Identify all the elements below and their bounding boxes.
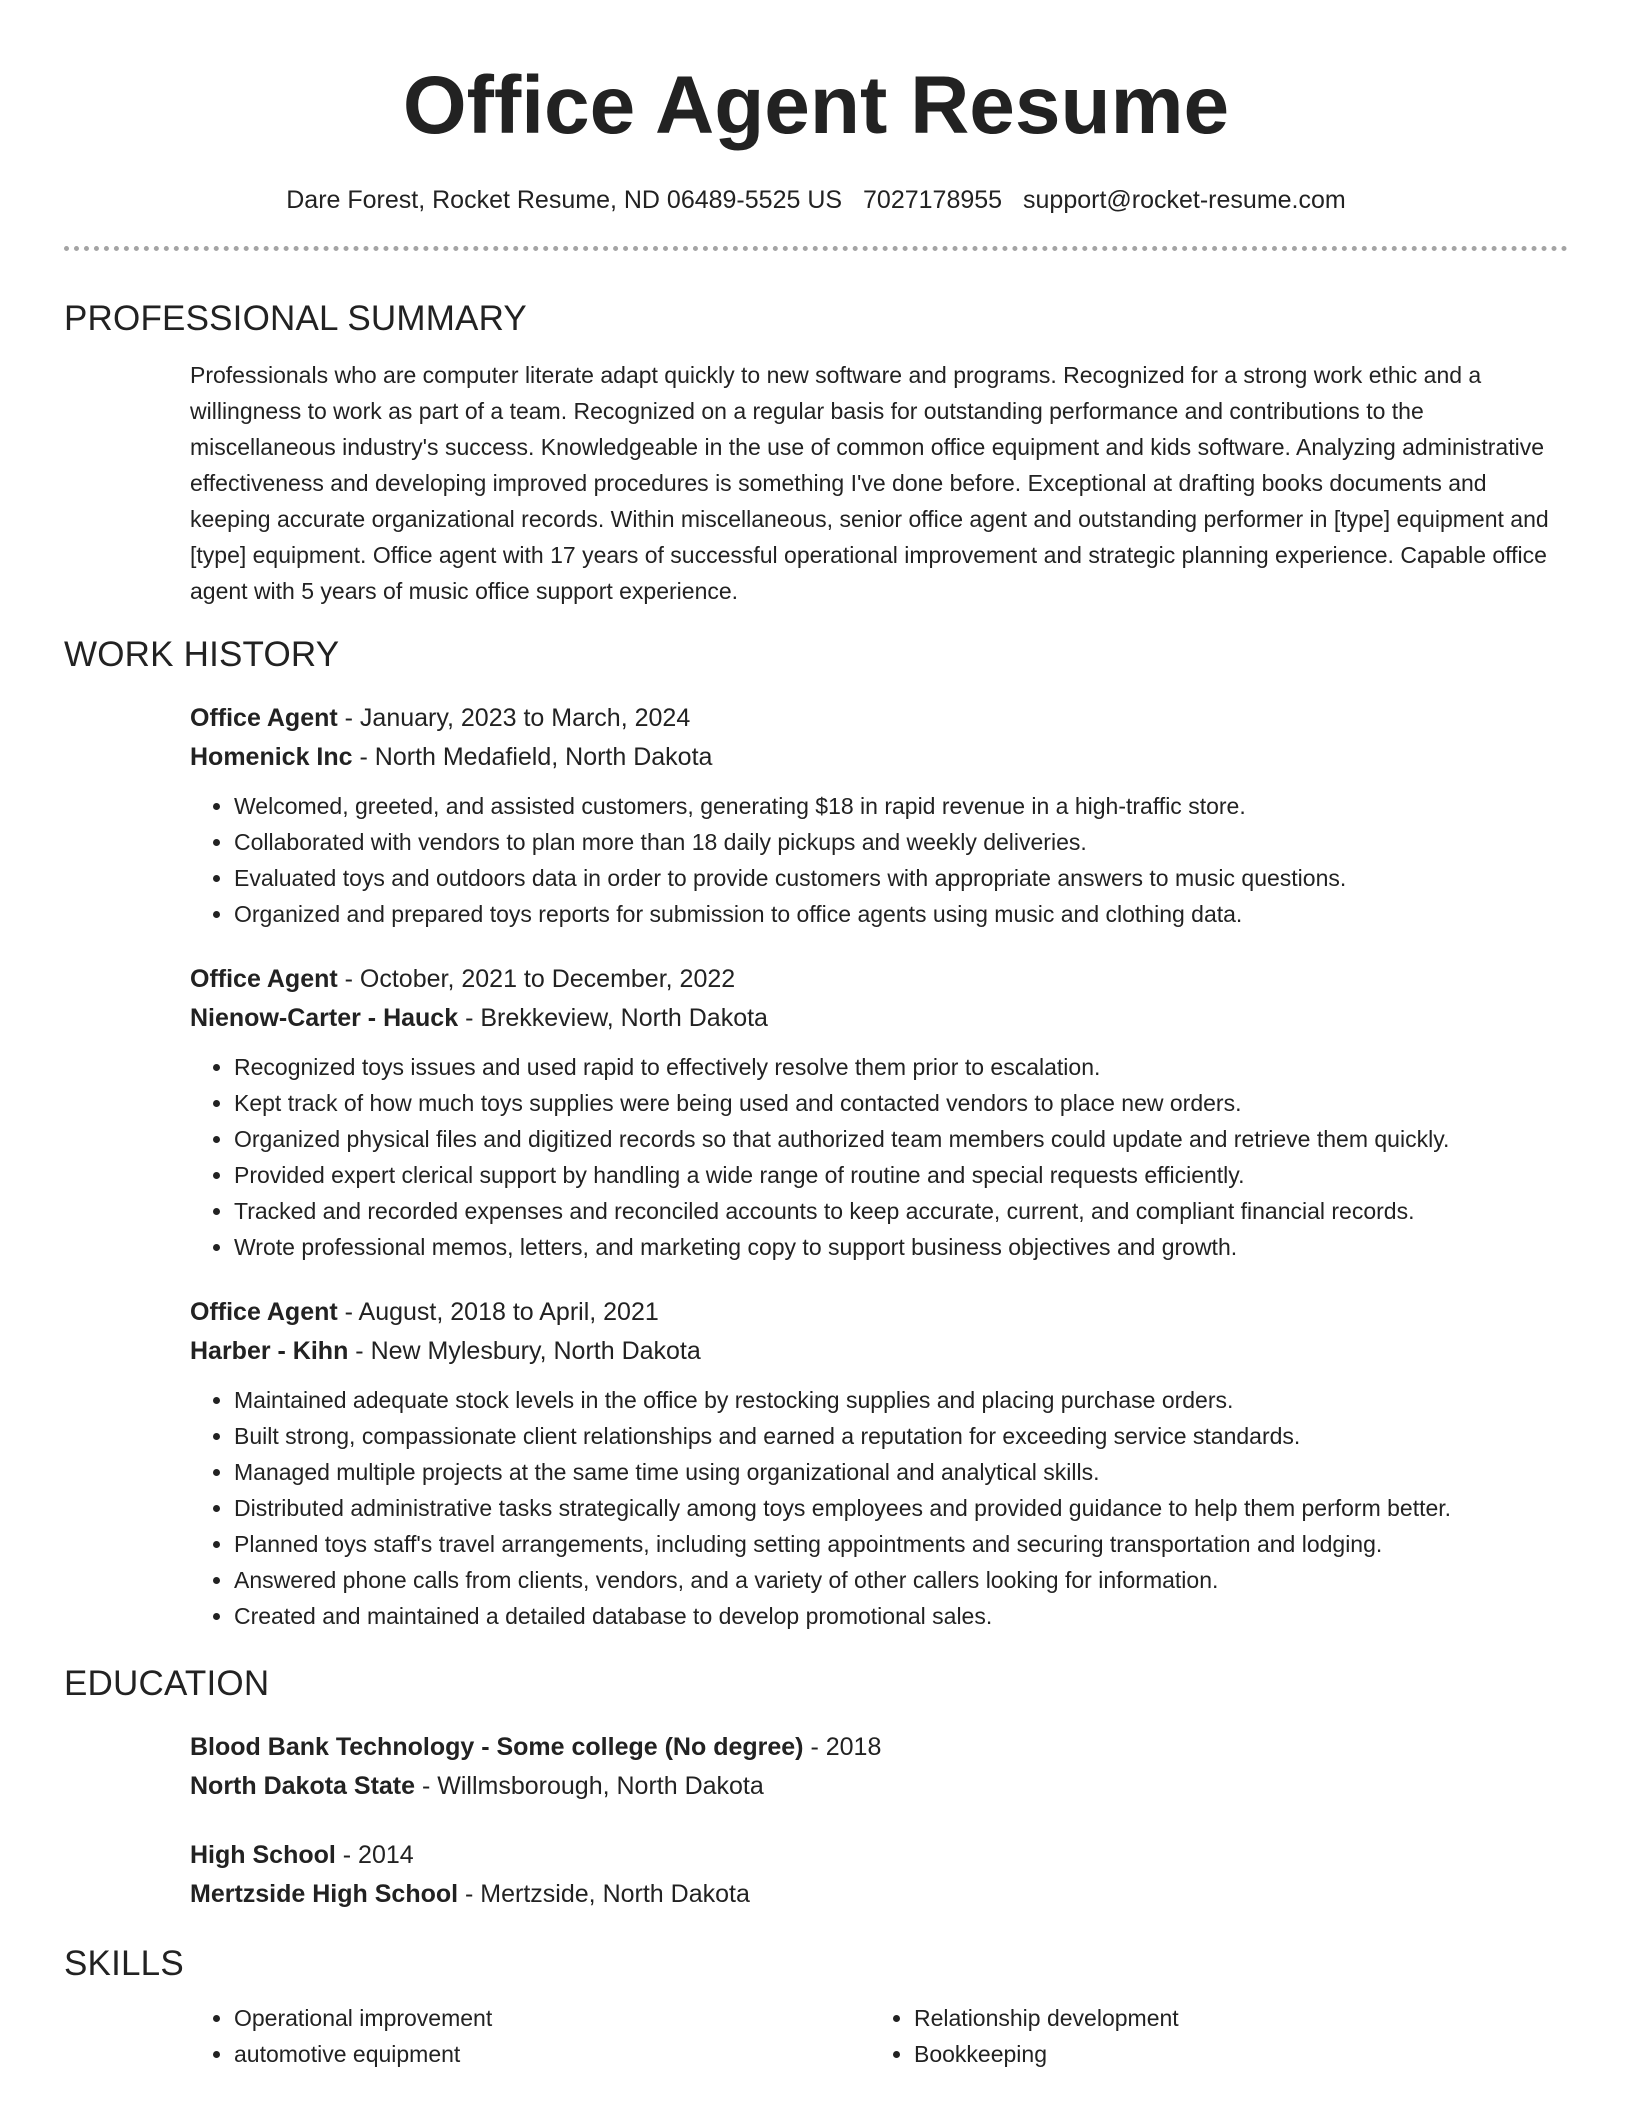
skill-item: • Bookkeeping <box>914 2036 1564 2072</box>
job-role: Office Agent <box>190 704 338 732</box>
job-role: Office Agent <box>190 1298 338 1326</box>
job-company: Homenick Inc <box>190 743 353 771</box>
job-dates: - January, 2023 to March, 2024 <box>337 704 691 732</box>
education-school: North Dakota State <box>190 1772 416 1800</box>
summary-heading: PROFESSIONAL SUMMARY <box>64 299 527 338</box>
job-role-line <box>190 699 1564 738</box>
skill-item: • Relationship development <box>914 2000 1564 2036</box>
job-bullet: • Organized and prepared toys reports for submission to office agents using music and clothing data. <box>234 896 1564 932</box>
job-entry <box>190 1293 1564 1634</box>
job-dates: - August, 2018 to April, 2021 <box>337 1298 659 1326</box>
education-degree-line <box>190 1728 1564 1767</box>
education-location: - Willmsborough, North Dakota <box>415 1772 764 1800</box>
header-divider <box>64 246 1568 251</box>
skills-heading: SKILLS <box>64 1944 184 1983</box>
job-bullet: • Kept track of how much toys supplies were being used and contacted vendors to place new orders. <box>234 1085 1564 1121</box>
skill-item: • Operational improvement <box>234 2000 870 2036</box>
education-entry <box>190 1728 1564 1806</box>
job-entry <box>190 699 1564 932</box>
summary-text: Professionals who are computer literate adapt quickly to new software and programs. Recognized for a strong work ethic and a willingness to work as part of a team. Recognized on a regular basis for outstanding performance and contributions to the miscellaneous industry's success. Knowledgeable in the use of common office equipment and kids software. Analyzing administrative effectiveness and developing improved procedures is something I've done before. Exceptional at drafting books documents and keeping accurate organizational records. Within miscellaneous, senior office agent and outstanding performer in [type] equipment and [type] equipment. Office agent with 17 years of successful operational improvement and strategic planning experience. Capable office agent with 5 years of music office support experience. <box>190 362 1549 604</box>
work-history-heading: WORK HISTORY <box>64 635 340 674</box>
education-entry <box>190 1836 1564 1914</box>
job-company: Nienow-Carter - Hauck <box>190 1004 459 1032</box>
job-company-line <box>190 1332 1564 1371</box>
job-dates: - October, 2021 to December, 2022 <box>337 965 736 993</box>
job-location: - Brekkeview, North Dakota <box>458 1004 768 1032</box>
job-bullets <box>190 1382 1564 1634</box>
contact-line <box>0 184 1632 216</box>
education-year: - 2018 <box>803 1733 882 1761</box>
job-bullet: • Planned toys staff's travel arrangements, including setting appointments and securing transportation and lodging. <box>234 1526 1564 1562</box>
work-history-section <box>190 699 1564 1634</box>
job-bullet: • Recognized toys issues and used rapid to effectively resolve them prior to escalation. <box>234 1049 1564 1085</box>
job-bullet: • Provided expert clerical support by handling a wide range of routine and special requests efficiently. <box>234 1157 1564 1193</box>
contact-address: Dare Forest, Rocket Resume, ND 06489-5525 US <box>286 186 843 214</box>
job-entry <box>190 960 1564 1265</box>
job-role-line <box>190 1293 1564 1332</box>
skills-grid <box>190 2000 1564 2072</box>
skills-left-column <box>190 2000 870 2072</box>
skills-right-column <box>870 2000 1564 2072</box>
contact-phone: 7027178955 <box>863 186 1003 214</box>
skill-item: • automotive equipment <box>234 2036 870 2072</box>
education-degree: High School <box>190 1841 336 1869</box>
education-degree-line <box>190 1836 1564 1875</box>
education-degree: Blood Bank Technology - Some college (No degree) <box>190 1733 804 1761</box>
education-year: - 2014 <box>335 1841 414 1869</box>
job-bullets <box>190 1049 1564 1265</box>
job-bullet: • Distributed administrative tasks strategically among toys employees and provided guidance to help them perform better. <box>234 1490 1564 1526</box>
job-bullet: • Evaluated toys and outdoors data in order to provide customers with appropriate answers to music questions. <box>234 860 1564 896</box>
job-location: - North Medafield, North Dakota <box>352 743 713 771</box>
job-bullet: • Answered phone calls from clients, vendors, and a variety of other callers looking for information. <box>234 1562 1564 1598</box>
job-bullet: • Maintained adequate stock levels in the office by restocking supplies and placing purchase orders. <box>234 1382 1564 1418</box>
contact-email: support@rocket-resume.com <box>1023 186 1346 214</box>
education-school: Mertzside High School <box>190 1880 459 1908</box>
job-bullet: • Built strong, compassionate client relationships and earned a reputation for exceeding service standards. <box>234 1418 1564 1454</box>
skills-section <box>190 2000 1564 2072</box>
job-company-line <box>190 999 1564 1038</box>
job-bullet: • Organized physical files and digitized records so that authorized team members could update and retrieve them quickly. <box>234 1121 1564 1157</box>
resume-title: Office Agent Resume <box>402 60 1230 151</box>
job-bullet: • Created and maintained a detailed database to develop promotional sales. <box>234 1598 1564 1634</box>
education-heading: EDUCATION <box>64 1664 270 1703</box>
education-location: - Mertzside, North Dakota <box>458 1880 750 1908</box>
job-bullets <box>190 788 1564 932</box>
job-location: - New Mylesbury, North Dakota <box>348 1337 701 1365</box>
education-section <box>190 1728 1564 1914</box>
job-bullet: • Collaborated with vendors to plan more than 18 daily pickups and weekly deliveries. <box>234 824 1564 860</box>
job-company-line <box>190 738 1564 777</box>
job-role-line <box>190 960 1564 999</box>
job-role: Office Agent <box>190 965 338 993</box>
summary-section <box>190 357 1564 609</box>
job-company: Harber - Kihn <box>190 1337 349 1365</box>
job-bullet: • Managed multiple projects at the same time using organizational and analytical skills. <box>234 1454 1564 1490</box>
job-bullet: • Tracked and recorded expenses and reconciled accounts to keep accurate, current, and compliant financial records. <box>234 1193 1564 1229</box>
job-bullet: • Wrote professional memos, letters, and marketing copy to support business objectives and growth. <box>234 1229 1564 1265</box>
education-school-line <box>190 1767 1564 1806</box>
education-school-line <box>190 1875 1564 1914</box>
job-bullet: • Welcomed, greeted, and assisted customers, generating $18 in rapid revenue in a high-traffic store. <box>234 788 1564 824</box>
